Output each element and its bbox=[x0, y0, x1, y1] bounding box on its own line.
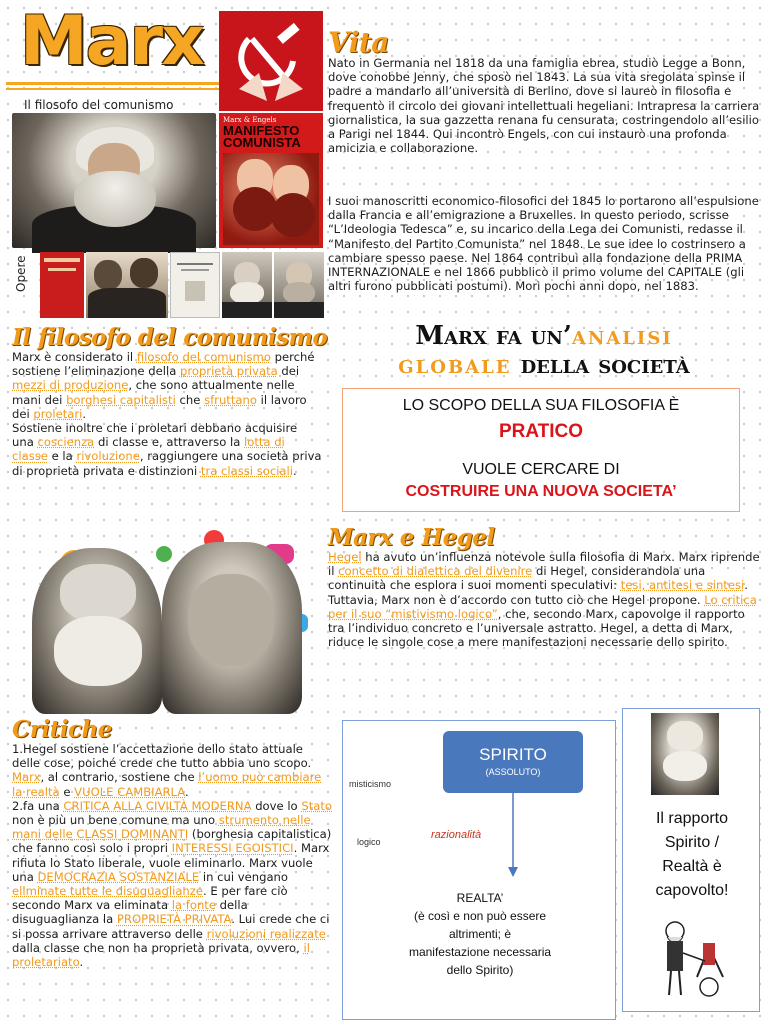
spirito-diagram bbox=[342, 720, 616, 1020]
vita-title: Vita bbox=[328, 26, 389, 59]
marx-portrait bbox=[12, 113, 216, 248]
scopo-line-4: COSTRUIRE UNA NUOVA SOCIETA’ bbox=[405, 483, 677, 500]
hammer-sickle-poster bbox=[219, 11, 323, 111]
marx-engels-photo bbox=[86, 252, 168, 318]
rapporto-panel bbox=[622, 708, 760, 1012]
marx-hegel-image bbox=[14, 524, 320, 714]
book-cover-capitale bbox=[40, 252, 84, 318]
critiche-paragraph: 1.Hegel sostiene l’accettazione dello stato attuale delle cose, poiché crede che tutto abbia uno scopo. Marx, al contrario, sostiene che l’uomo può cambiare la realtà e VUOLE CAMBIARLA. 2.fa una CRITICA ALLA CIVILTÀ MODERNA dove lo Stato non è più un bene comune ma uno strumento nelle mani delle CLASSI DOMINANTI (borghesia capitalistica) che fanno così solo i propri INTERESSI EGOISTICI. Marx rifiuta lo Stato liberale, vuole eliminarlo. Marx vuole una DEMOCRAZIA SOSTANZIALE in cui vengano eliminate tutte le disuguaglianze. E per fare ciò secondo Marx va eliminata la fonte della disuguaglianza la PROPRIETÀ PRIVATA. Lui crede che ci si possa arrivare attraverso delle rivoluzioni realizzate dalla classe che non ha proprietà privata, ovvero, il proletariato. bbox=[12, 742, 332, 970]
analisi-heading: Marx fa un’analisi globale della società bbox=[398, 321, 690, 380]
critiche-title: Critiche bbox=[12, 716, 112, 743]
filosofo-title: Il filosofo del comunismo bbox=[12, 324, 328, 351]
book-cover-ideologia bbox=[170, 252, 220, 318]
title-underline bbox=[6, 82, 220, 85]
filosofo-paragraph: Marx è considerato il filosofo del comunismo perché sostiene l’eliminazione della proprietà privata dei mezzi di produzione, che sono attualmente nelle mani dei borghesi capitalisti che sfruttano il lavoro dei proletari. Sostiene inoltre che i proletari debbano acquisire una coscienza di classe e, attraverso la lotta di classe e la rivoluzione, raggiungere una società priva di proprietà privata e distinzioni tra classi sociali. bbox=[12, 350, 322, 478]
manifesto-title: MANIFESTO COMUNISTA bbox=[223, 123, 301, 150]
scopo-box bbox=[342, 388, 740, 512]
page-subtitle: Il filosofo del comunismo bbox=[24, 98, 174, 112]
razionalita-label: razionalità bbox=[431, 829, 482, 841]
logico-label: logico bbox=[357, 837, 381, 847]
hegel-title: Marx e Hegel bbox=[328, 524, 495, 551]
vita-paragraph-2: I suoi manoscritti economico-filosofici del 1845 lo portarono all’espulsione dalla Francia e all’emigrazione a Bruxelles. In questo periodo, scrisse “L’Ideologia Tedesca” e, su incarico della Lega dei Comunisti, redasse il “Manifesto del Partito Comunista” nel 1848. Le sue idee lo costrinsero a cambiare spesso paese. Nel 1864 contribuì alla fondazione della PRIMA INTERNAZIONALE e nel 1866 pubblicò il primo volume del CAPITALE (gli altri furono pubblicati postumi). Morì pochi anni dopo, nel 1883. bbox=[328, 194, 759, 294]
cartoon-figures-icon bbox=[653, 917, 733, 1003]
engels-portrait-small bbox=[274, 252, 324, 318]
manifesto-cover bbox=[219, 113, 323, 248]
spirito-box: SPIRITO (ASSOLUTO) bbox=[443, 731, 583, 793]
realta-text: REALTA’ (è così e non può essere altrimenti; è manifestazione necessaria dello Spirito) bbox=[408, 891, 552, 977]
marx-portrait-small bbox=[222, 252, 272, 318]
misticismo-label: misticismo bbox=[349, 779, 391, 789]
scopo-line-1: LO SCOPO DELLA SUA FILOSOFIA È bbox=[402, 397, 680, 414]
scopo-line-2: PRATICO bbox=[498, 421, 584, 442]
manifesto-author: Marx & Engels bbox=[223, 116, 277, 124]
title-underline-2 bbox=[6, 88, 220, 90]
scopo-line-3: VUOLE CERCARE DI bbox=[462, 461, 620, 478]
rapporto-text: Il rapporto Spirito / Realtà è capovolto! bbox=[655, 810, 729, 899]
opere-label: Opere bbox=[14, 255, 28, 292]
highlight: filosofo del comunismo bbox=[136, 350, 271, 364]
hegel-paragraph: Hegel ha avuto un’influenza notevole sulla filosofia di Marx. Marx riprende il concetto di dialettica del divenire di Hegel, considerandola una continuità che esplora i suoi momenti speculativi: tesi, antitesi e sintesi. Tuttavia, Marx non è d’accordo con tutto ciò che Hegel propone. Lo critica per il suo “mistivismo logico”, che, secondo Marx, capovolge il rapporto tra l’individuo concreto e l’universale astratto. Hegel, a detta di Marx, riduce le singole cose a mere manifestazioni necessarie dello spirito. bbox=[328, 550, 760, 650]
marx-small-portrait bbox=[651, 713, 719, 795]
hammer-sickle-icon bbox=[219, 11, 323, 111]
vita-paragraph-1: Nato in Germania nel 1818 da una famiglia ebrea, studiò Legge a Bonn, dove conobbe Jenny, che sposò nel 1843. La sua vita sregolata spinse il padre a mandarlo all’università di Berlino, dove si laureò in filosofia e frequentò il circolo dei giovani intellettuali hegeliani. Intrapresa la carriera giornalistica, la sua gazzetta renana fu censurata, costringendolo all’esilio a Parigi nel 1844. Qui incontrò Engels, con cui instaurò una profonda amicizia e collaborazione. bbox=[328, 56, 760, 156]
page-title: Marx bbox=[20, 2, 203, 81]
